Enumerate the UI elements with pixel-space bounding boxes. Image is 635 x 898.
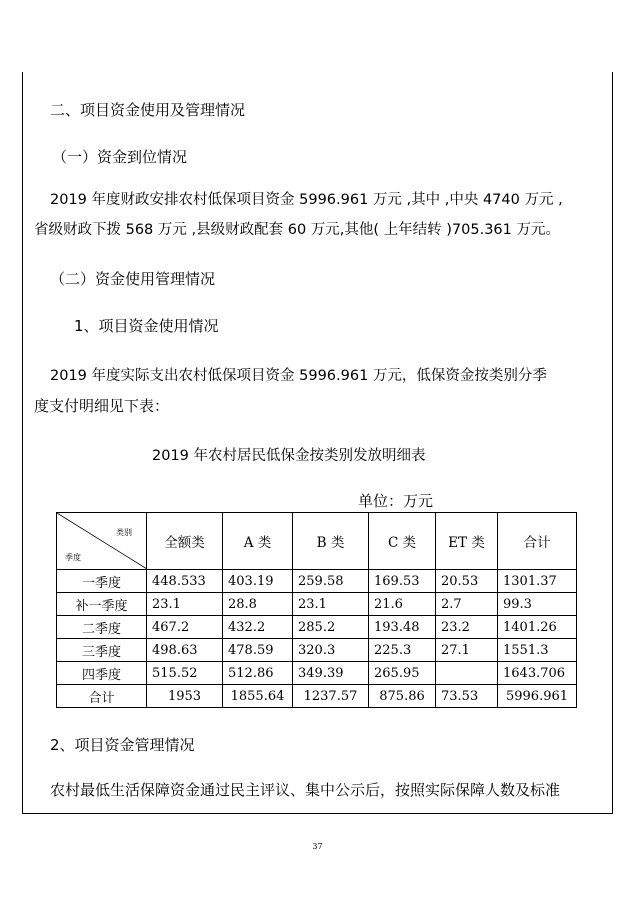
- table-cell: 1237.57: [293, 685, 369, 708]
- row-label: 四季度: [57, 662, 147, 685]
- table-cell: 23.2: [436, 616, 498, 639]
- row-label: 一季度: [57, 570, 147, 593]
- table-cell: 20.53: [436, 570, 498, 593]
- row-label: 合计: [57, 685, 147, 708]
- item-funds-management: 2、项目资金管理情况: [50, 736, 195, 754]
- table-cell: 169.53: [369, 570, 436, 593]
- table-cell: 285.2: [293, 616, 369, 639]
- table-cell: 1953: [147, 685, 223, 708]
- table-cell: 5996.961: [498, 685, 577, 708]
- corner-label-quarter: 季度: [65, 553, 81, 562]
- header-cell: 全额类: [147, 513, 223, 570]
- table-cell: 2.7: [436, 593, 498, 616]
- table-cell: 320.3: [293, 639, 369, 662]
- table-cell: 875.86: [369, 685, 436, 708]
- table-cell: 1551.3: [498, 639, 577, 662]
- table-cell: 265.95: [369, 662, 436, 685]
- table-cell: 467.2: [147, 616, 223, 639]
- header-cell: B 类: [293, 513, 369, 570]
- table-row: [57, 639, 577, 662]
- table-unit: 单位：万元: [358, 492, 434, 510]
- table-cell: 225.3: [369, 639, 436, 662]
- table-cell: 448.533: [147, 570, 223, 593]
- table-cell: 349.39: [293, 662, 369, 685]
- table-cell: 23.1: [293, 593, 369, 616]
- paragraph-usage-line-2: 度支付明细见下表：: [34, 397, 170, 415]
- table-cell: 1855.64: [223, 685, 293, 708]
- subsection-funds-arrival: （一）资金到位情况: [52, 148, 188, 166]
- table-cell: 512.86: [223, 662, 293, 685]
- table-title: 2019 年农村居民低保金按类别发放明细表: [152, 448, 426, 464]
- item-funds-usage: 1、项目资金使用情况: [74, 317, 219, 335]
- row-label: 二季度: [57, 616, 147, 639]
- table-row: [57, 593, 577, 616]
- table-cell: 28.8: [223, 593, 293, 616]
- row-label: 补一季度: [57, 593, 147, 616]
- table-corner-cell: [57, 513, 147, 570]
- table-cell: 23.1: [147, 593, 223, 616]
- table-cell: 73.53: [436, 685, 498, 708]
- paragraph-funds-line-1: 2019 年度财政安排农村低保项目资金 5996.961 万元 ,其中 ,中央 4740 万元 ,: [50, 192, 563, 208]
- table-cell: 432.2: [223, 616, 293, 639]
- table-cell: 193.48: [369, 616, 436, 639]
- table-cell: 21.6: [369, 593, 436, 616]
- row-label: 三季度: [57, 639, 147, 662]
- table-cell: 403.19: [223, 570, 293, 593]
- header-cell: C 类: [369, 513, 436, 570]
- subsection-funds-management: （二）资金使用管理情况: [50, 270, 216, 288]
- header-cell: ET 类: [436, 513, 498, 570]
- corner-label-category: 类别: [116, 528, 132, 537]
- section-title: 二、项目资金使用及管理情况: [50, 101, 246, 119]
- table-cell: 1401.26: [498, 616, 577, 639]
- table-cell: [436, 662, 498, 685]
- table-cell: 259.58: [293, 570, 369, 593]
- table-cell: 498.63: [147, 639, 223, 662]
- paragraph-management-line-1: 农村最低生活保障资金通过民主评议、集中公示后，按照实际保障人数及标准: [50, 781, 561, 799]
- allowance-table: [56, 512, 577, 708]
- table-cell: 1643.706: [498, 662, 577, 685]
- table-cell: 515.52: [147, 662, 223, 685]
- header-cell: 合计: [498, 513, 577, 570]
- table-header-row: [57, 513, 577, 570]
- table-cell: 27.1: [436, 639, 498, 662]
- table-cell: 478.59: [223, 639, 293, 662]
- page-number: 37: [312, 842, 323, 851]
- table-cell: 1301.37: [498, 570, 577, 593]
- paragraph-usage-line-1: 2019 年度实际支出农村低保项目资金 5996.961 万元，低保资金按类别分季: [50, 368, 547, 384]
- header-cell: A 类: [223, 513, 293, 570]
- table-row: [57, 570, 577, 593]
- paragraph-funds-line-2: 省级财政下拨 568 万元 ,县级财政配套 60 万元,其他( 上年结转 )705.361 万元。: [34, 222, 560, 238]
- table-cell: 99.3: [498, 593, 577, 616]
- table-row: [57, 616, 577, 639]
- table-total-row: [57, 685, 577, 708]
- table-row: [57, 662, 577, 685]
